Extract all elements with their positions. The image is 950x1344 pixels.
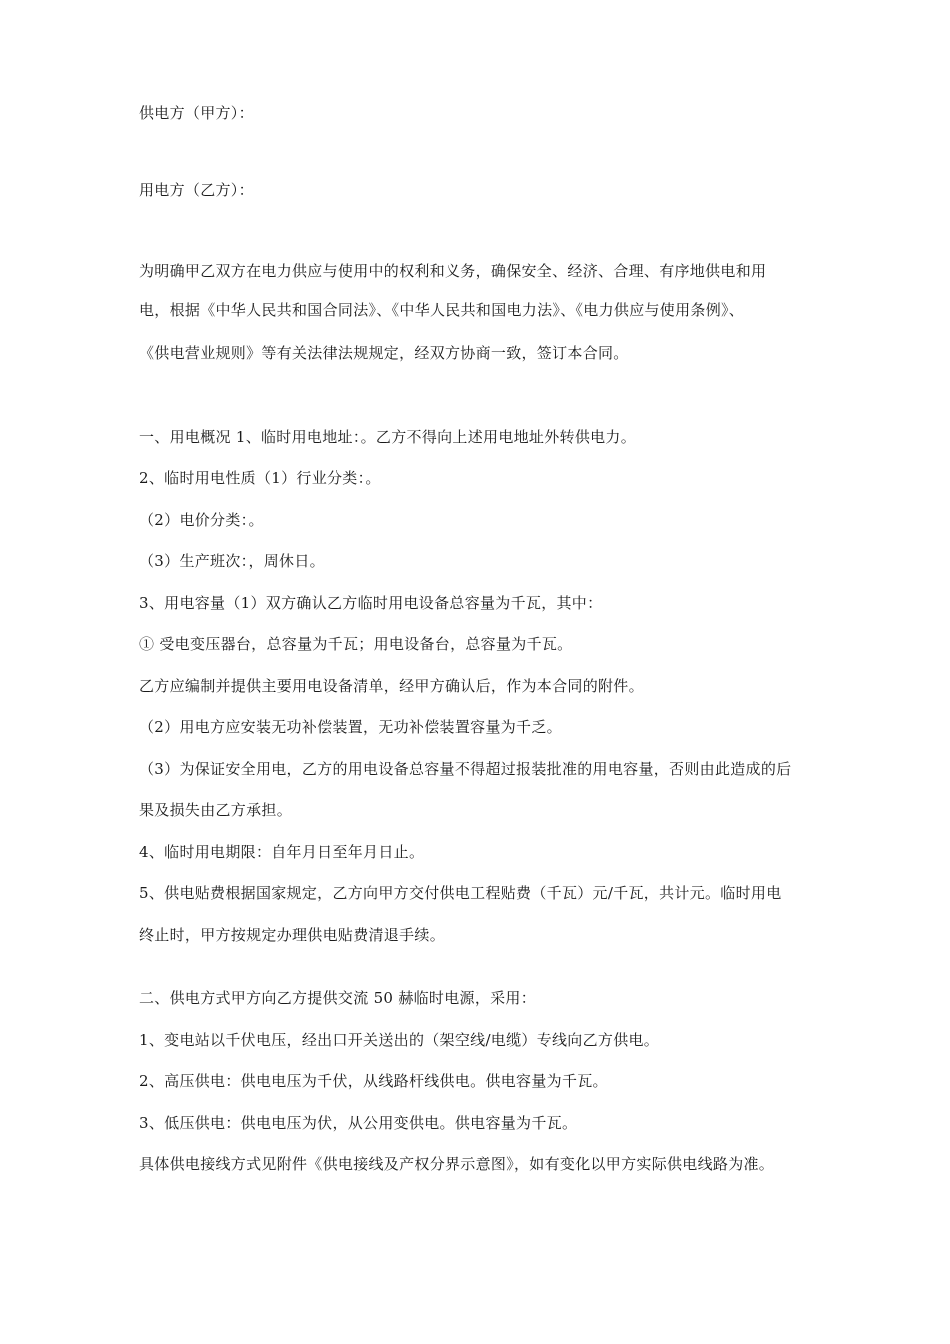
section1-line: 一、用电概况 1、临时用电地址：。乙方不得向上述用电地址外转供电力。 — [139, 428, 637, 446]
intro-paragraph-line: 为明确甲乙双方在电力供应与使用中的权利和义务，确保安全、经济、合理、有序地供电和用 — [139, 262, 767, 280]
section1-line: ① 受电变压器台，总容量为千瓦；用电设备台，总容量为千瓦。 — [139, 635, 573, 653]
section2-line: 具体供电接线方式见附件《供电接线及产权分界示意图》，如有变化以甲方实际供电线路为准。 — [139, 1155, 775, 1173]
section2-line: 2、高压供电：供电电压为千伏，从线路杆线供电。供电容量为千瓦。 — [139, 1072, 608, 1090]
section1-line: （2）电价分类：。 — [139, 511, 264, 529]
party-b-label: 用电方（乙方）： — [139, 181, 254, 199]
section1-line: 3、用电容量（1）双方确认乙方临时用电设备总容量为千瓦，其中： — [139, 594, 603, 612]
section1-line: 终止时，甲方按规定办理供电贴费清退手续。 — [139, 926, 446, 944]
section1-line: 乙方应编制并提供主要用电设备清单，经甲方确认后，作为本合同的附件。 — [139, 677, 644, 695]
section1-line: （2）用电方应安装无功补偿装置，无功补偿装置容量为千乏。 — [139, 718, 562, 736]
section2-line: 二、供电方式甲方向乙方提供交流 50 赫临时电源，采用： — [139, 989, 537, 1007]
section2-line: 3、低压供电：供电电压为伏，从公用变供电。供电容量为千瓦。 — [139, 1114, 578, 1132]
section1-line: 4、临时用电期限：自年月日至年月日止。 — [139, 843, 425, 861]
section1-line: 5、供电贴费根据国家规定，乙方向甲方交付供电工程贴费（千瓦）元/千瓦，共计元。临时用电 — [139, 884, 782, 902]
section1-line: 2、临时用电性质（1）行业分类：。 — [139, 469, 381, 487]
party-a-label: 供电方（甲方）： — [139, 104, 254, 122]
intro-paragraph-line: 电，根据《中华人民共和国合同法》、《中华人民共和国电力法》、《电力供应与使用条例》、 — [139, 301, 745, 319]
section1-line: 果及损失由乙方承担。 — [139, 801, 293, 819]
section1-line: （3）生产班次：，周休日。 — [139, 552, 325, 570]
intro-paragraph-line: 《供电营业规则》等有关法律法规规定，经双方协商一致，签订本合同。 — [139, 344, 629, 362]
section1-line: （3）为保证安全用电，乙方的用电设备总容量不得超过报装批准的用电容量，否则由此造成的后 — [139, 760, 792, 778]
section2-line: 1、变电站以千伏电压，经出口开关送出的（架空线/电缆）专线向乙方供电。 — [139, 1031, 660, 1049]
